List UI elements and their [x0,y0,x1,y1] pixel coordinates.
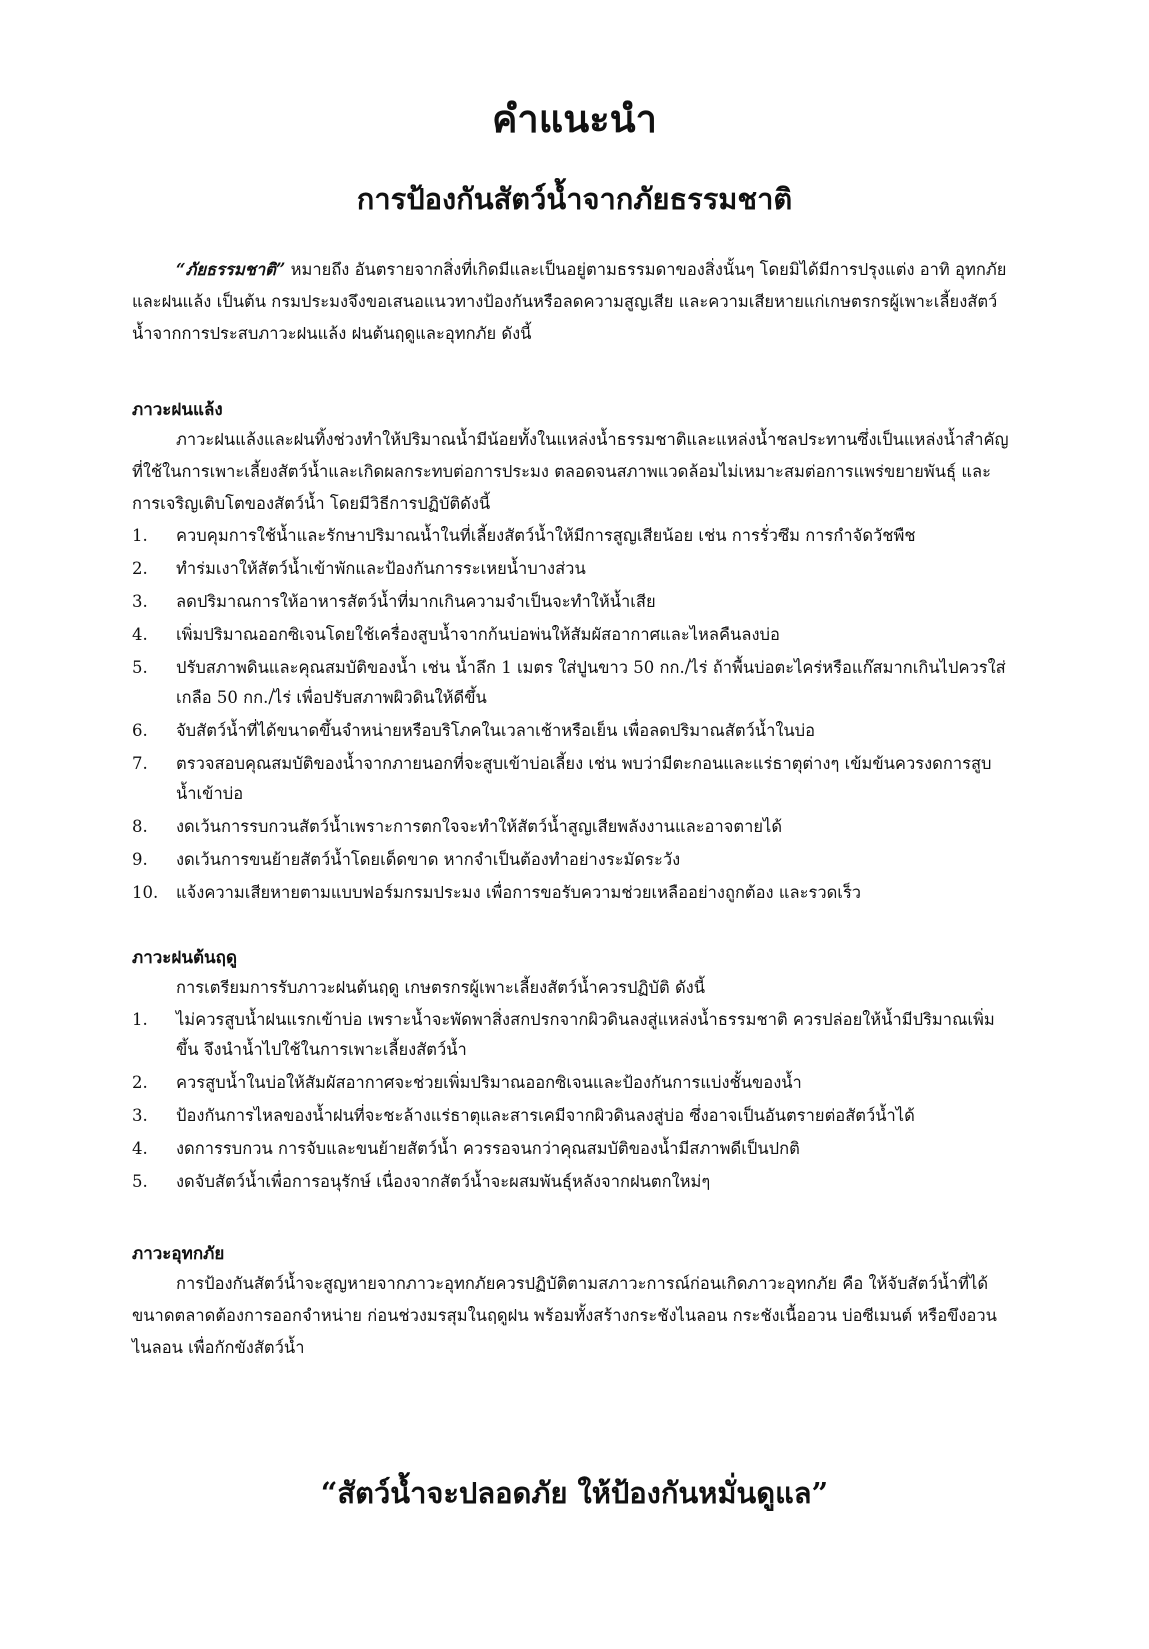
list-item [132,521,1010,551]
list-item [132,1101,1010,1131]
item-number: 1. [132,1010,148,1029]
list-item [132,749,1010,809]
list-item [132,587,1010,617]
item-text: ควรสูบน้ำในบ่อให้สัมผัสอากาศจะช่วยเพิ่มปริมาณออกซิเจนและป้องกันการแบ่งชั้นของน้ำ [176,1073,802,1092]
item-text: ปรับสภาพดินและคุณสมบัติของน้ำ เช่น น้ำลึก 1 เมตร ใส่ปูนขาว 50 กก./ไร่ ถ้าพื้นบ่อตะไคร่หรือแก๊สมากเกินไปควรใส่เกลือ 50 กก./ไร่ เพื่อปรับสภาพผิวดินให้ดีขึ้น [176,658,1006,707]
item-text: งดการรบกวน การจับและขนย้ายสัตว์น้ำ ควรรอจนกว่าคุณสมบัติของน้ำมีสภาพดีเป็นปกติ [176,1139,800,1158]
item-number: 3. [132,592,148,611]
item-number: 4. [132,625,148,644]
list-item [132,878,1010,908]
section-intro-early-rain: การเตรียมการรับภาวะฝนต้นฤดู เกษตรกรผู้เพาะเลี้ยงสัตว์น้ำควรปฏิบัติ ดังนี้ [176,978,706,997]
item-text: ตรวจสอบคุณสมบัติของน้ำจากภายนอกที่จะสูบเข้าบ่อเลี้ยง เช่น พบว่ามีตะกอนและแร่ธาตุต่างๆ เข้มข้นควรงดการสูบน้ำเข้าบ่อ [176,754,992,803]
item-text: ป้องกันการไหลของน้ำฝนที่จะชะล้างแร่ธาตุและสารเคมีจากผิวดินลงสู่บ่อ ซึ่งอาจเป็นอันตรายต่อสัตว์น้ำได้ [176,1106,915,1125]
item-number: 8. [132,817,148,836]
item-number: 3. [132,1106,148,1125]
item-number: 4. [132,1139,148,1158]
early-rain-measures-list [132,1005,1010,1200]
item-text: จับสัตว์น้ำที่ได้ขนาดขึ้นจำหน่ายหรือบริโภคในเวลาเช้าหรือเย็น เพื่อลดปริมาณสัตว์น้ำในบ่อ [176,721,816,740]
intro-paragraph [132,254,1010,350]
closing-motto: “สัตว์น้ำจะปลอดภัย ให้ป้องกันหมั่นดูแล” [320,1476,829,1510]
drought-measures-list [132,521,1010,911]
item-number: 2. [132,559,148,578]
item-number: 2. [132,1073,148,1092]
item-number: 5. [132,1172,148,1191]
intro-lead-term: “ภัยธรรมชาติ” [176,260,286,279]
item-text: ไม่ควรสูบน้ำฝนแรกเข้าบ่อ เพราะน้ำจะพัดพาสิ่งสกปรกจากผิวดินลงสู่แหล่งน้ำธรรมชาติ ควรปล่อยให้น้ำมีปริมาณเพิ่มขึ้น จึงนำน้ำไปใช้ในการเพาะเลี้ยงสัตว์น้ำ [176,1010,995,1059]
intro-text: หมายถึง อันตรายจากสิ่งที่เกิดมีและเป็นอยู่ตามธรรมดาของสิ่งนั้นๆ โดยมิได้มีการปรุงแต่ง อาทิ อุทกภัย และฝนแล้ง เป็นต้น กรมประมงจึงขอเสนอแนวทางป้องกันหรือลดความสูญเสีย และความเสียหายแก่เกษตรกรผู้เพาะเลี้ยงสัตว์น้ำจากการประสบภาวะฝนแล้ง ฝนต้นฤดูและอุทกภัย ดังนี้ [132,260,1007,343]
section-intro-flood: การป้องกันสัตว์น้ำจะสูญหายจากภาวะอุทกภัยควรปฏิบัติตามสภาวะการณ์ก่อนเกิดภาวะอุทกภัย คือ ให้จับสัตว์น้ำที่ได้ขนาดตลาดต้องการออกจำหน่าย ก่อนช่วงมรสุมในฤดูฝน พร้อมทั้งสร้างกระชังไนลอน กระชังเนื้ออวน บ่อซีเมนต์ หรือขึงอวนไนลอน เพื่อกักขังสัตว์น้ำ [132,1274,997,1357]
list-item [132,1167,1010,1197]
item-text: ทำร่มเงาให้สัตว์น้ำเข้าพักและป้องกันการระเหยน้ำบางส่วน [176,559,586,578]
section-heading-drought: ภาวะฝนแล้ง [132,400,223,420]
item-number: 5. [132,658,148,677]
item-number: 6. [132,721,148,740]
list-item [132,845,1010,875]
item-number: 1. [132,526,148,545]
page-subtitle: การป้องกันสัตว์น้ำจากภัยธรรมชาติ [356,182,793,216]
section-heading-flood: ภาวะอุทกภัย [132,1244,225,1264]
list-item [132,653,1010,713]
list-item [132,620,1010,650]
item-text: งดเว้นการขนย้ายสัตว์น้ำโดยเด็ดขาด หากจำเป็นต้องทำอย่างระมัดระวัง [176,850,681,869]
item-text: งดจับสัตว์น้ำเพื่อการอนุรักษ์ เนื่องจากสัตว์น้ำจะผสมพันธุ์หลังจากฝนตกใหม่ๆ [176,1172,711,1191]
list-item [132,716,1010,746]
item-text: แจ้งความเสียหายตามแบบฟอร์มกรมประมง เพื่อการขอรับความช่วยเหลืออย่างถูกต้อง และรวดเร็ว [176,883,862,902]
section-intro-drought: ภาวะฝนแล้งและฝนทิ้งช่วงทำให้ปริมาณน้ำมีน้อยทั้งในแหล่งน้ำธรรมชาติและแหล่งน้ำชลประทานซึ่งเป็นแหล่งน้ำสำคัญที่ใช้ในการเพาะเลี้ยงสัตว์น้ำและเกิดผลกระทบต่อการประมง ตลอดจนสภาพแวดล้อมไม่เหมาะสมต่อการแพร่ขยายพันธุ์ และการเจริญเติบโตของสัตว์น้ำ โดยมีวิธีการปฏิบัติดังนี้ [132,430,1009,513]
item-number: 7. [132,754,148,773]
section-heading-early-rain: ภาวะฝนต้นฤดู [132,948,238,968]
list-item [132,1005,1010,1065]
list-item [132,1068,1010,1098]
list-item [132,554,1010,584]
list-item [132,812,1010,842]
item-number: 10. [132,883,159,902]
item-text: งดเว้นการรบกวนสัตว์น้ำเพราะการตกใจจะทำให้สัตว์น้ำสูญเสียพลังงานและอาจตายได้ [176,817,783,836]
item-number: 9. [132,850,148,869]
item-text: ลดปริมาณการให้อาหารสัตว์น้ำที่มากเกินความจำเป็นจะทำให้น้ำเสีย [176,592,656,611]
list-item [132,1134,1010,1164]
item-text: ควบคุมการใช้น้ำและรักษาปริมาณน้ำในที่เลี้ยงสัตว์น้ำให้มีการสูญเสียน้อย เช่น การรั่วซึม การกำจัดวัชพืช [176,526,916,545]
item-text: เพิ่มปริมาณออกซิเจนโดยใช้เครื่องสูบน้ำจากก้นบ่อพ่นให้สัมผัสอากาศและไหลคืนลงบ่อ [176,625,780,644]
page-title: คำแนะนำ [492,96,657,141]
